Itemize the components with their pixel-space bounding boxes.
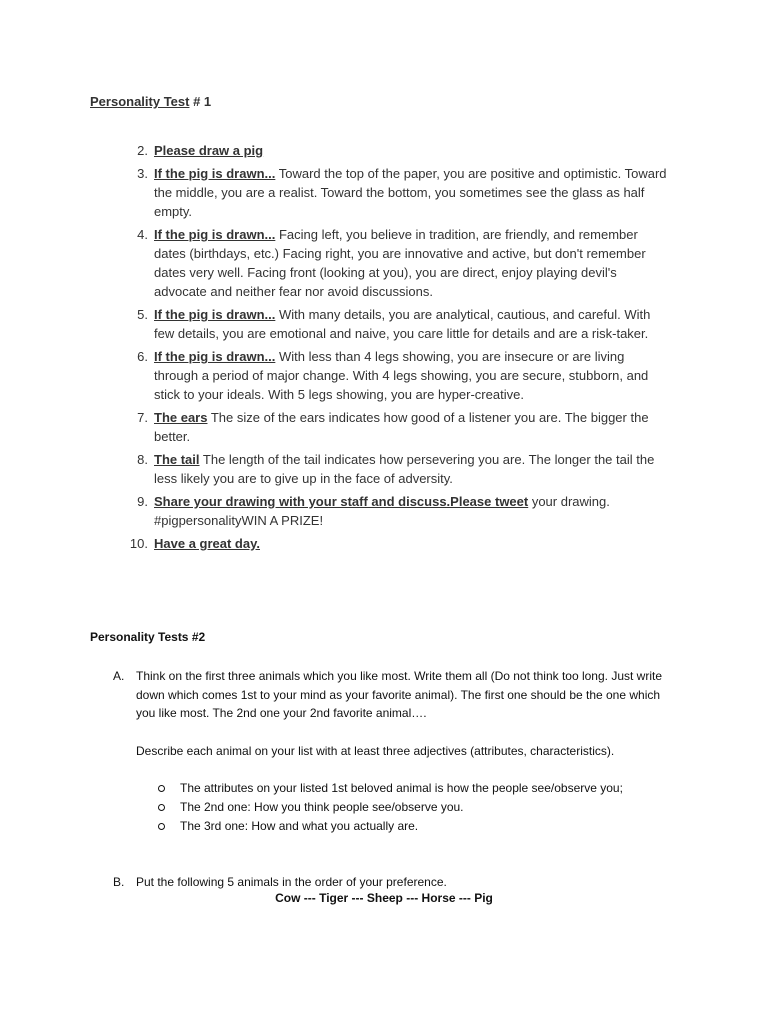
bullet-text: The 2nd one: How you think people see/observe you.	[180, 800, 464, 814]
item-lead: If the pig is drawn...	[154, 165, 276, 181]
list-item	[90, 492, 670, 530]
test1-title: Personality Test	[90, 94, 190, 109]
item-lead: The ears	[154, 410, 208, 426]
item-text: The length of the tail indicates how persevering you are. The longer the tail the less likely you are to give up in the face of adversity.	[154, 452, 655, 487]
item-number: 3.	[137, 165, 148, 181]
item-lead: The tail	[154, 452, 200, 468]
circle-bullet-icon	[158, 823, 165, 830]
circle-bullet-icon	[158, 804, 165, 811]
list-item	[90, 305, 670, 343]
list-item	[90, 225, 670, 302]
item-text: The size of the ears indicates how good of a listener you are. The bigger the better.	[154, 410, 649, 445]
item-number: 6.	[137, 349, 148, 365]
item-text: Facing left, you believe in tradition, are friendly, and remember dates (birthdays, etc.) Facing right, you are innovative and active, but don't remember dates very well. Facing front (looking at you), you are direct, enjoy playing devil's advocate and neither fear nor avoid discussions.	[154, 226, 646, 300]
item-lead: Share your drawing with your staff and discuss.Please tweet	[154, 493, 529, 509]
item-lead: Please draw a pig	[154, 143, 264, 158]
list-item	[90, 347, 670, 405]
test2-heading: Personality Tests #2	[90, 630, 206, 644]
list-item	[90, 141, 670, 160]
list-item	[90, 164, 670, 222]
circle-bullet-icon	[158, 785, 165, 792]
item-lead: If the pig is drawn...	[154, 349, 276, 365]
test2-item-a	[113, 667, 673, 723]
item-lead: If the pig is drawn...	[154, 226, 276, 242]
item-number: 8.	[137, 452, 148, 468]
item-lead: If the pig is drawn...	[154, 307, 276, 323]
describe-instruction: Describe each animal on your list with at least three adjectives (attributes, characteristics).	[136, 744, 615, 758]
item-number: 7.	[137, 410, 148, 426]
item-a-text: Think on the first three animals which you like most. Write them all (Do not think too long. Just write down which comes 1st to your mind as your favorite animal). The first one should be the one which you like most. The 2nd one your 2nd favorite animal….	[136, 669, 662, 720]
test1-heading	[90, 94, 211, 109]
list-item	[90, 534, 670, 553]
item-text: Toward the top of the paper, you are positive and optimistic. Toward the middle, you are a realist. Toward the bottom, you sometimes see the glass as half empty.	[154, 165, 667, 220]
item-text: With less than 4 legs showing, you are insecure or are living through a period of major change. With 4 legs showing, you are secure, stubborn, and stick to your ideals. With 5 legs showing, you are hyper-creative.	[154, 349, 649, 403]
test2-item-b	[113, 873, 673, 892]
bullet-item	[158, 798, 678, 817]
list-item	[90, 450, 670, 488]
bullet-item	[158, 817, 678, 836]
item-lead: Have a great day.	[154, 535, 260, 551]
item-number: 5.	[137, 307, 148, 323]
item-a-letter: A.	[113, 669, 125, 683]
test1-list	[90, 141, 670, 557]
item-number: 4.	[137, 226, 148, 242]
item-number: 9.	[137, 493, 148, 509]
attribute-bullets	[158, 779, 678, 836]
bullet-text: The 3rd one: How and what you actually are.	[180, 819, 419, 833]
item-text: your drawing. #pigpersonalityWIN A PRIZE!	[154, 493, 610, 529]
item-number: 10.	[129, 535, 148, 551]
item-text: With many details, you are analytical, cautious, and careful. With few details, you are emotional and naive, you care little for details and are a risk-taker.	[154, 307, 651, 342]
item-b-letter: B.	[113, 875, 125, 889]
animals-list: Cow --- Tiger --- Sheep --- Horse --- Pig	[275, 891, 493, 905]
item-number: 2.	[137, 143, 148, 158]
test1-title-suffix: # 1	[189, 94, 212, 109]
bullet-item	[158, 779, 678, 798]
list-item	[90, 408, 670, 446]
item-b-text: Put the following 5 animals in the order of your preference.	[136, 875, 447, 889]
bullet-text: The attributes on your listed 1st beloved animal is how the people see/observe you;	[180, 781, 623, 795]
